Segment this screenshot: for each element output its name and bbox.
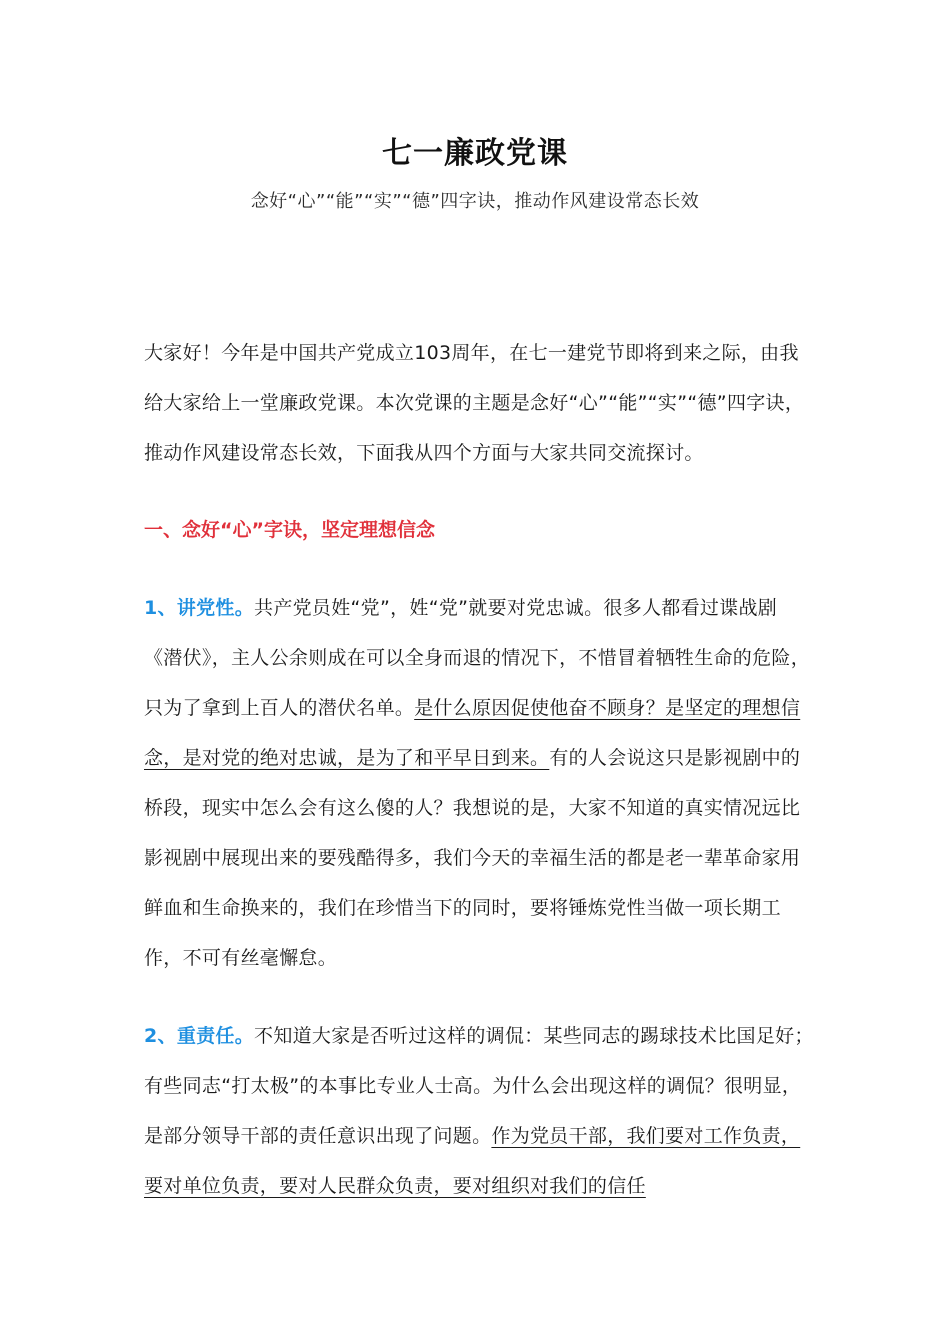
- point-1-text-b: 有的人会说这只是影视剧中的桥段，现实中怎么会有这么傻的人？我想说的是，大家不知道的真实情况远比影视剧中展现出来的要残酷得多，我们今天的幸福生活的都是老一辈革命家用鲜血和生命换来的，我们在珍惜当下的同时，要将锤炼党性当做一项长期工作，不可有丝毫懈怠。: [144, 747, 801, 969]
- point-2-text-a: 不知道大家是否听过这样的调侃：某些同志的踢球技术比国足好；有些同志“打太极”的本事比专业人士高。为什么会出现这样的调侃？很明显，是部分领导干部的责任意识出现了问题。: [144, 1025, 814, 1147]
- point-1-text-a: 共产党员姓“党”，姓“党”就要对党忠诚。很多人都看过谍战剧《潜伏》，主人公余则成在可以全身而退的情况下，不惜冒着牺牲生命的危险，只为了拿到上百人的潜伏名单。: [144, 597, 811, 719]
- intro-paragraph: 大家好！今年是中国共产党成立103周年，在七一建党节即将到来之际，由我给大家给上一堂廉政党课。本次党课的主题是念好“心”“能”“实”“德”四字诀，推动作风建设常态长效，下面我从四个方面与大家共同交流探讨。: [144, 342, 805, 464]
- document-subtitle: 念好“心”“能”“实”“德”四字诀，推动作风建设常态长效: [250, 191, 700, 212]
- point-2-underlined: 作为党员干部，我们要对工作负责，要对单位负责，要对人民群众负责，要对组织对我们的信任: [144, 1125, 801, 1197]
- paragraph-point-2: [144, 1011, 814, 1211]
- point-1-lead: 1、讲党性。: [144, 597, 255, 619]
- paragraph-point-1: [144, 583, 814, 983]
- document-title: 七一廉政党课: [382, 136, 568, 171]
- point-1-underlined: 是什么原因促使他奋不顾身？是坚定的理想信念，是对党的绝对忠诚，是为了和平早日到来。: [144, 697, 801, 769]
- section-heading-1: 一、念好“心”字诀，坚定理想信念: [144, 519, 435, 541]
- point-2-lead: 2、重责任。: [144, 1025, 255, 1047]
